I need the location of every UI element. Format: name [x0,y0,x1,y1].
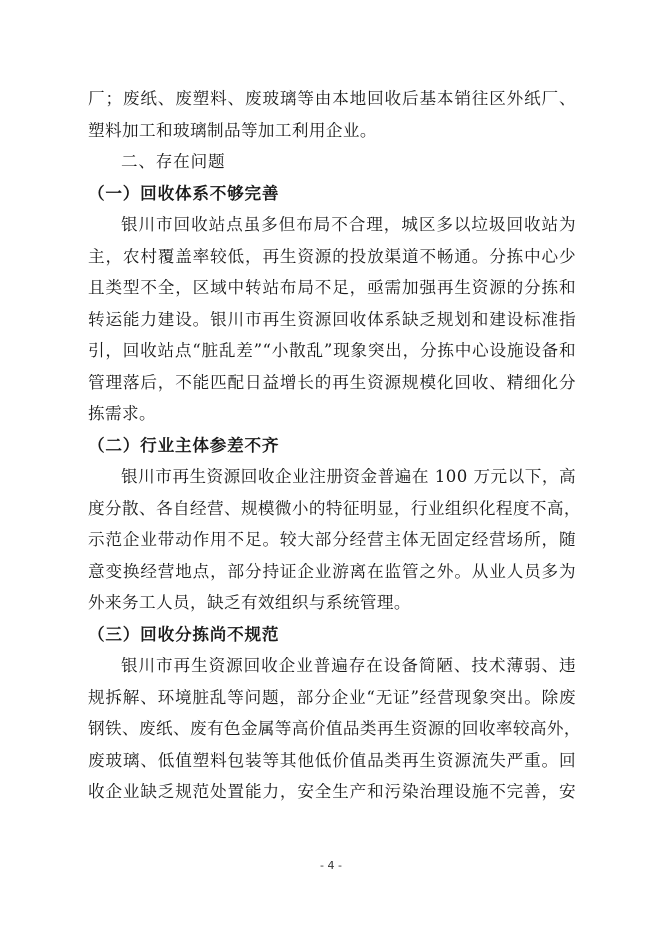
section-heading: 二、存在问题 [121,152,226,171]
body-text-line: 外来务工人员，缺乏有效组织与系统管理。 [88,593,411,612]
body-text-line: 主，农村覆盖率较低，再生资源的投放渠道不畅通。分拣中心少 [88,246,576,266]
body-text-line: 钢铁、废纸、废有色金属等高价值品类再生资源的回收率较高外， [88,719,581,738]
body-text-line: 废玻璃、低值塑料包装等其他低价值品类再生资源流失严重。回 [88,750,576,770]
body-text-line: 转运能力建设。银川市再生资源回收体系缺乏规划和建设标准指 [88,309,576,329]
body-text-line: 且类型不全，区域中转站布局不足，亟需加强再生资源的分拣和 [88,278,576,297]
body-text-line: 银川市回收站点虽多但布局不合理，城区多以垃圾回收站为 [121,215,576,234]
document-body [88,83,581,808]
body-text-line: 示范企业带动作用不足。较大部分经营主体无固定经营场所，随 [88,530,576,549]
page-number: - 4 - [320,859,342,872]
body-text-line: 规拆解、环境脏乱等问题，部分企业“无证”经营现象突出。除废 [88,687,576,707]
body-text-line: 管理落后，不能匹配日益增长的再生资源规模化回收、精细化分 [88,372,576,392]
body-text-line: 度分散、各自经营、规模微小的特征明显，行业组织化程度不高， [88,498,581,518]
body-text-line: 银川市再生资源回收企业注册资金普遍在 100 万元以下，高 [121,467,576,486]
body-text-line: 意变换经营地点，部分持证企业游离在监管之外。从业人员多为 [88,561,576,581]
subsection-heading: （一）回收体系不够完善 [88,183,280,203]
body-text-line: 银川市再生资源回收企业普遍存在设备简陋、技术薄弱、违 [121,656,576,675]
body-text-line: 收企业缺乏规范处置能力，安全生产和污染治理设施不完善，安 [88,782,576,801]
body-text-line: 拣需求。 [88,404,156,423]
body-text-line: 塑料加工和玻璃制品等加工利用企业。 [88,120,377,140]
body-text-line: 厂；废纸、废塑料、废玻璃等由本地回收后基本销往区外纸厂、 [88,89,576,108]
subsection-heading: （三）回收分拣尚不规范 [88,624,280,644]
body-text-line: 引，回收站点“脏乱差”“小散乱”现象突出，分拣中心设施设备和 [88,341,576,360]
subsection-heading: （二）行业主体参差不齐 [88,435,280,455]
